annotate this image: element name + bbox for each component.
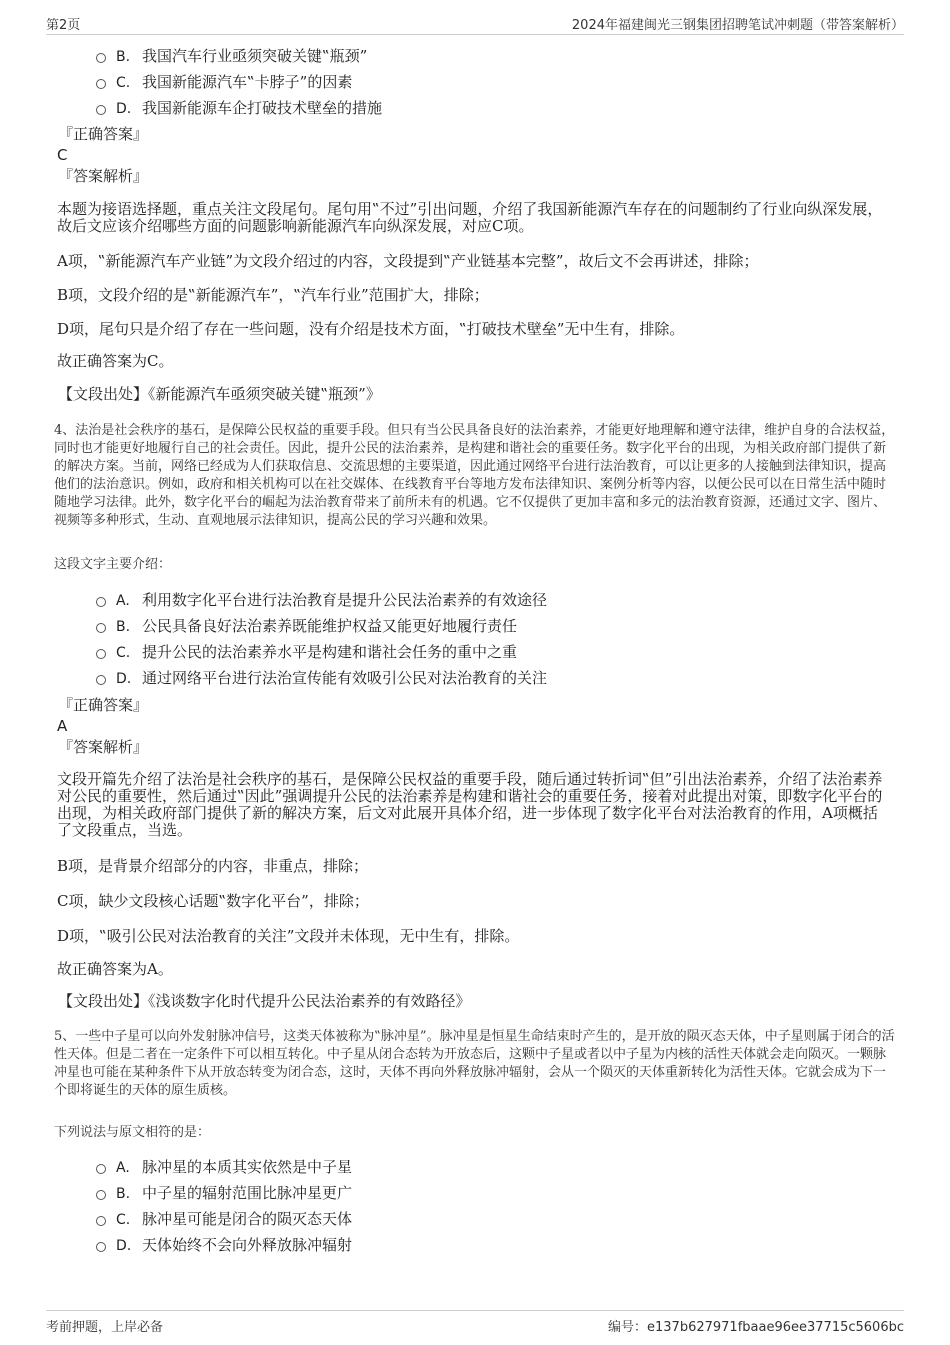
source-citation: 【文段出处】《新能源汽车亟须突破关键‟瓶颈”》	[58, 385, 381, 403]
option-a[interactable]: A. 利用数字化平台进行法治教育是提升公民法治素养的有效途径	[96, 590, 547, 611]
radio-icon[interactable]	[96, 1164, 106, 1174]
page-header	[46, 12, 904, 35]
option-c[interactable]: C. 我国新能源汽车‟卡脖子”的因素	[96, 72, 352, 93]
option-b[interactable]: B. 公民具备良好法治素养既能维护权益又能更好地履行责任	[96, 616, 517, 637]
analysis-paragraph: C项，缺少文段核心话题‟数字化平台”，排除；	[57, 892, 369, 910]
option-a[interactable]: A. 脉冲星的本质其实依然是中子星	[96, 1157, 352, 1178]
footer-slogan: 考前押题，上岸必备	[46, 1320, 164, 1335]
analysis-label: 『答案解析』	[58, 167, 149, 185]
option-d[interactable]: D. 我国新能源车企打破技术壁垒的措施	[96, 98, 382, 119]
analysis-paragraph: B项，文段介绍的是‟新能源汽车”，‟汽车行业”范围扩大，排除；	[57, 286, 489, 304]
question-stem: 4、法治是社会秩序的基石，是保障公民权益的重要手段。但只有当公民具备良好的法治素养，才能更好地理解和遵守法律，维护自身的合法权益，同时也才能更好地履行自己的社会责任。因此，提升公民的法治素养，是构建和谐社会的重要任务。数字化平台的出现，为相关政府部门提供了新的解决方案。当前，网络已经成为人们获取信息、交流思想的主要渠道，因此通过网络平台进行法治教育，可以让更多的人接触到法律知识，提高他们的法治意识。例如，政府和相关机构可以在社交媒体、在线教育平台等地方发布法律知识、案例分析等内容，以便公民可以在日常生活中随时随地学习法律。此外，数字化平台的崛起为法治教育带来了前所未有的机遇。它不仅提供了更加丰富和多元的法治教育资源，还通过文字、图片、视频等多种形式，生动、直观地展示法律知识，提高公民的学习兴趣和效果。	[54, 423, 895, 528]
analysis-paragraph: D项，‟吸引公民对法治教育的关注”文段并未体现，无中生有，排除。	[57, 927, 520, 945]
radio-icon[interactable]	[96, 1190, 106, 1200]
option-b[interactable]: B. 中子星的辐射范围比脉冲星更广	[96, 1183, 352, 1204]
document-title: 2024年福建闽光三钢集团招聘笔试冲刺题（带答案解析）	[571, 18, 904, 33]
option-c[interactable]: C. 脉冲星可能是闭合的陨灭态天体	[96, 1209, 352, 1230]
answer-label: 『正确答案』	[58, 696, 149, 714]
answer-value: C	[57, 146, 68, 164]
option-c[interactable]: C. 提升公民的法治素养水平是构建和谐社会任务的重中之重	[96, 642, 517, 663]
radio-icon[interactable]	[96, 79, 106, 89]
question-stem: 5、一些中子星可以向外发射脉冲信号，这类天体被称为‟脉冲星”。脉冲星是恒星生命结束时产生的，是开放的陨灭态天体，中子星则属于闭合的活性天体。但是二者在一定条件下可以相互转化。中子星从闭合态转为开放态后，这颗中子星或者以中子星为内核的活性天体就会走向陨灭。一颗脉冲星也可能在某种条件下从开放态转变为闭合态，这时，天体不再向外释放脉冲辐射，会从一个陨灭的天体重新转化为活性天体。它就会成为下一个即将诞生的天体的原生质核。	[54, 1029, 895, 1098]
analysis-paragraph: 文段开篇先介绍了法治是社会秩序的基石，是保障公民权益的重要手段，随后通过转折词‟但”引出法治素养，介绍了法治素养对公民的重要性，然后通过‟因此”强调提升公民的法治素养是构建和谐社会的重要任务，接着对此提出对策，即数字化平台的出现，为相关政府部门提供了新的解决方案，后文对此展开具体介绍，进一步体现了数字化平台对法治教育的作用，A项概括了文段重点，当选。	[57, 770, 883, 839]
source-citation: 【文段出处】《浅谈数字化时代提升公民法治素养的有效路径》	[58, 992, 471, 1010]
radio-icon[interactable]	[96, 1242, 106, 1252]
option-b[interactable]: B. 我国汽车行业亟须突破关键‟瓶颈”	[96, 46, 367, 67]
answer-label: 『正确答案』	[58, 125, 149, 143]
radio-icon[interactable]	[96, 649, 106, 659]
analysis-paragraph: D项，尾句只是介绍了存在一些问题，没有介绍是技术方面，‟打破技术壁垒”无中生有，排除。	[57, 320, 685, 338]
radio-icon[interactable]	[96, 597, 106, 607]
radio-icon[interactable]	[96, 675, 106, 685]
analysis-paragraph: B项，是背景介绍部分的内容，非重点，排除；	[57, 857, 369, 875]
analysis-paragraph: 本题为接语选择题，重点关注文段尾句。尾句用‟不过”引出问题，介绍了我国新能源汽车存在的问题制约了行业向纵深发展，故后文应该介绍哪些方面的问题影响新能源汽车向纵深发展，对应C项。	[57, 200, 883, 235]
analysis-paragraph: 故正确答案为C。	[57, 352, 174, 370]
analysis-paragraph: A项，‟新能源汽车产业链”为文段介绍过的内容，文段提到‟产业链基本完整”，故后文不会再讲述，排除；	[57, 252, 759, 270]
answer-value: A	[57, 717, 68, 735]
analysis-label: 『答案解析』	[58, 738, 149, 756]
option-d[interactable]: D. 天体始终不会向外释放脉冲辐射	[96, 1235, 352, 1256]
question-prompt: 这段文字主要介绍：	[54, 557, 172, 572]
document-code: 编号：e137b627971fbaae96ee37715c5606bc	[608, 1320, 904, 1335]
analysis-paragraph: 故正确答案为A。	[57, 960, 173, 978]
question-prompt: 下列说法与原文相符的是：	[54, 1125, 211, 1140]
radio-icon[interactable]	[96, 623, 106, 633]
radio-icon[interactable]	[96, 53, 106, 63]
page-number: 第2页	[46, 18, 81, 33]
page-footer	[46, 1310, 904, 1335]
radio-icon[interactable]	[96, 105, 106, 115]
radio-icon[interactable]	[96, 1216, 106, 1226]
option-d[interactable]: D. 通过网络平台进行法治宣传能有效吸引公民对法治教育的关注	[96, 668, 547, 689]
